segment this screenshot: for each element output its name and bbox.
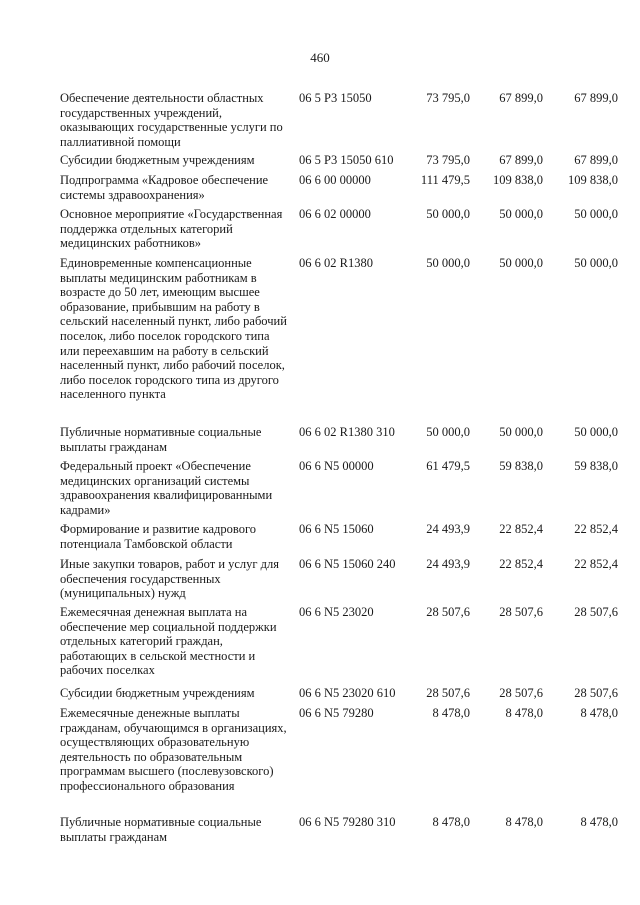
row-value-2: 67 899,0 — [499, 91, 543, 105]
row-value-2: 22 852,4 — [499, 557, 543, 571]
row-name: Публичные нормативные социальные выплаты гражданам — [60, 815, 262, 844]
row-name: Основное мероприятие «Государственная поддержка отдельных категорий медицинских работников» — [60, 207, 283, 251]
row-value-3: 22 852,4 — [574, 557, 618, 571]
row-value-1: 50 000,0 — [426, 256, 470, 270]
row-value-3: 28 507,6 — [574, 605, 618, 619]
row-value-2: 22 852,4 — [499, 522, 543, 536]
row-value-2: 28 507,6 — [499, 686, 543, 700]
row-code: 06 6 N5 00000 — [299, 459, 374, 473]
page-number: 460 — [310, 50, 330, 65]
row-value-2: 8 478,0 — [505, 815, 543, 829]
row-value-1: 24 493,9 — [426, 557, 470, 571]
row-value-1: 73 795,0 — [426, 153, 470, 167]
row-value-1: 24 493,9 — [426, 522, 470, 536]
row-value-3: 28 507,6 — [574, 686, 618, 700]
row-value-1: 28 507,6 — [426, 686, 470, 700]
row-name: Иные закупки товаров, работ и услуг для обеспечения государственных (муниципальных) нужд — [60, 557, 280, 601]
row-value-2: 59 838,0 — [499, 459, 543, 473]
row-value-1: 50 000,0 — [426, 425, 470, 439]
row-code: 06 6 02 00000 — [299, 207, 371, 221]
row-code: 06 6 N5 23020 610 — [299, 686, 396, 700]
row-name: Публичные нормативные социальные выплаты гражданам — [60, 425, 262, 454]
row-code: 06 6 N5 23020 — [299, 605, 374, 619]
row-name: Обеспечение деятельности областных государственных учреждений, оказывающих государственные услуги по паллиативной помощи — [60, 91, 283, 149]
row-name: Федеральный проект «Обеспечение медицинских организаций системы здравоохранения квалифицированными кадрами» — [60, 459, 273, 517]
row-value-2: 50 000,0 — [499, 256, 543, 270]
row-name: Субсидии бюджетным учреждениям — [60, 153, 255, 167]
row-value-1: 73 795,0 — [426, 91, 470, 105]
row-value-3: 109 838,0 — [568, 173, 618, 187]
row-value-2: 50 000,0 — [499, 207, 543, 221]
row-code: 06 6 02 R1380 310 — [299, 425, 395, 439]
row-code: 06 5 P3 15050 — [299, 91, 372, 105]
row-name: Ежемесячные денежные выплаты гражданам, обучающимся в организациях, осуществляющих образовательную деятельность по образовательным программам высшего (послевузовского) профессионального образования — [60, 706, 287, 793]
row-value-3: 8 478,0 — [580, 815, 618, 829]
row-name: Субсидии бюджетным учреждениям — [60, 686, 255, 700]
row-value-1: 61 479,5 — [426, 459, 470, 473]
row-name: Единовременные компенсационные выплаты медицинским работникам в возрасте до 50 лет, имеющим высшее образование, прибывшим на работу в сельский населенный пункт, либо рабочий поселок, либо поселок городского типа или переехавшим на работу в сельский населенный пункт, либо рабочий поселок, либо поселок городского типа из другого населенного пункта — [60, 256, 287, 402]
row-value-2: 8 478,0 — [505, 706, 543, 720]
row-name: Ежемесячная денежная выплата на обеспечение мер социальной поддержки отдельных категорий граждан, работающих в сельской местности и рабочих поселках — [60, 605, 277, 678]
row-code: 06 5 P3 15050 610 — [299, 153, 394, 167]
row-value-2: 109 838,0 — [493, 173, 543, 187]
row-value-3: 67 899,0 — [574, 91, 618, 105]
row-value-2: 50 000,0 — [499, 425, 543, 439]
row-value-3: 67 899,0 — [574, 153, 618, 167]
row-value-3: 8 478,0 — [580, 706, 618, 720]
row-value-1: 50 000,0 — [426, 207, 470, 221]
row-value-1: 8 478,0 — [432, 706, 470, 720]
row-value-1: 8 478,0 — [432, 815, 470, 829]
row-value-3: 59 838,0 — [574, 459, 618, 473]
row-code: 06 6 N5 79280 310 — [299, 815, 396, 829]
row-code: 06 6 00 00000 — [299, 173, 371, 187]
row-name: Подпрограмма «Кадровое обеспечение системы здравоохранения» — [60, 173, 269, 202]
row-code: 06 6 N5 79280 — [299, 706, 374, 720]
row-code: 06 6 N5 15060 240 — [299, 557, 396, 571]
row-value-2: 28 507,6 — [499, 605, 543, 619]
row-name: Формирование и развитие кадрового потенциала Тамбовской области — [60, 522, 257, 551]
row-value-1: 111 479,5 — [420, 173, 470, 187]
row-value-3: 50 000,0 — [574, 425, 618, 439]
row-value-3: 50 000,0 — [574, 207, 618, 221]
row-code: 06 6 N5 15060 — [299, 522, 374, 536]
row-value-3: 50 000,0 — [574, 256, 618, 270]
row-value-1: 28 507,6 — [426, 605, 470, 619]
row-value-3: 22 852,4 — [574, 522, 618, 536]
row-code: 06 6 02 R1380 — [299, 256, 373, 270]
row-value-2: 67 899,0 — [499, 153, 543, 167]
